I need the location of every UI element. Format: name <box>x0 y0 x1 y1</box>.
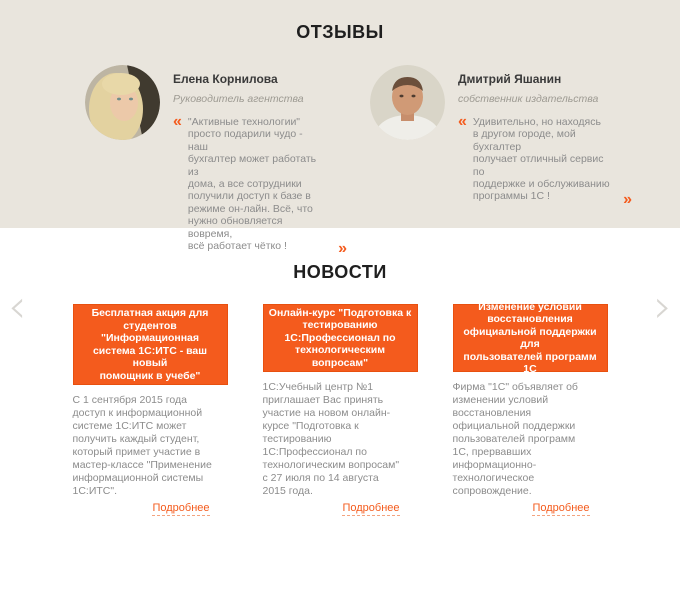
reviewer-avatar-photo <box>85 65 160 140</box>
close-quote-icon: » <box>338 240 347 258</box>
open-quote-icon: « <box>173 113 182 130</box>
news-card-link-row <box>453 498 608 516</box>
news-more-link[interactable]: Подробнее <box>532 502 590 514</box>
news-section-title: НОВОСТИ <box>293 262 387 282</box>
news-card-title: Бесплатная акция для студентов "Информационная система 1С:ИТС - ваш новый помощник в учебе" <box>91 307 209 382</box>
news-card <box>452 300 608 516</box>
review-content <box>173 65 347 258</box>
reviewer-role: собственник издательства <box>458 93 599 105</box>
reviews-section-title: ОТЗЫВЫ <box>296 22 384 42</box>
reviews-row <box>0 65 680 258</box>
news-card-title: Изменение условий восстановления официальной поддержки для пользователей программ 1С <box>463 300 597 375</box>
news-more-link[interactable]: Подробнее <box>342 502 400 514</box>
news-more-link[interactable]: Подробнее <box>152 502 210 514</box>
reviewer-role: Руководитель агентства <box>173 93 304 105</box>
review-item <box>370 65 655 252</box>
news-card-header <box>453 300 608 375</box>
news-card-body: 1С:Учебный центр №1 приглашает Вас принять участие на новом онлайн- курсе "Подготовка к тестированию 1С:Профессионал по технологическим вопросам" с 27 июля по 14 августа 2015 года. <box>262 381 400 497</box>
news-card-body: Фирма "1С" объявляет об изменении условий восстановления официальной поддержки пользователей программ 1С, прервавших информационно- технологическое сопровождение. <box>452 381 578 497</box>
review-quote-text: "Активные технологии" просто подарили чудо - наш бухгалтер может работать из дома, а все сотрудники получили доступ к базе в режиме он-лайн. Всё, что нужно обновляется вовремя, всё работает чётко ! <box>187 116 317 253</box>
news-card-body: С 1 сентября 2015 года доступ к информационной системе 1С:ИТС может получить каждый студент, который примет участие в мастер-классе "Применение информационной системы 1С:ИТС". <box>72 394 212 497</box>
news-card-title: Онлайн-курс "Подготовка к тестированию 1С:Профессионал по технологическим вопросам" <box>268 306 412 369</box>
news-card-header <box>263 304 418 372</box>
carousel-next-button[interactable]: › <box>653 279 672 333</box>
review-quote <box>458 113 632 208</box>
reviewer-avatar-photo <box>370 65 445 140</box>
news-section <box>0 228 680 516</box>
reviews-section <box>0 0 680 258</box>
woman-portrait-icon <box>85 65 160 140</box>
reviewer-name: Дмитрий Яшанин <box>458 72 562 86</box>
review-content <box>458 65 632 252</box>
news-card <box>73 304 228 516</box>
open-quote-icon: « <box>458 113 467 130</box>
reviewer-name: Елена Корнилова <box>173 72 278 86</box>
close-quote-icon: » <box>623 190 632 208</box>
news-card <box>263 304 418 516</box>
news-card-header <box>73 304 228 385</box>
news-card-link-row <box>73 498 228 516</box>
carousel-prev-button[interactable]: ‹ <box>8 279 27 333</box>
man-portrait-icon <box>370 65 445 140</box>
news-cards-row <box>0 300 680 516</box>
news-card-link-row <box>263 498 418 516</box>
review-quote-text: Удивительно, но находясь в другом городе, мой бухгалтер получает отличный сервис по поддержке и обслуживанию программы 1С ! <box>472 116 610 203</box>
review-item <box>85 65 370 258</box>
